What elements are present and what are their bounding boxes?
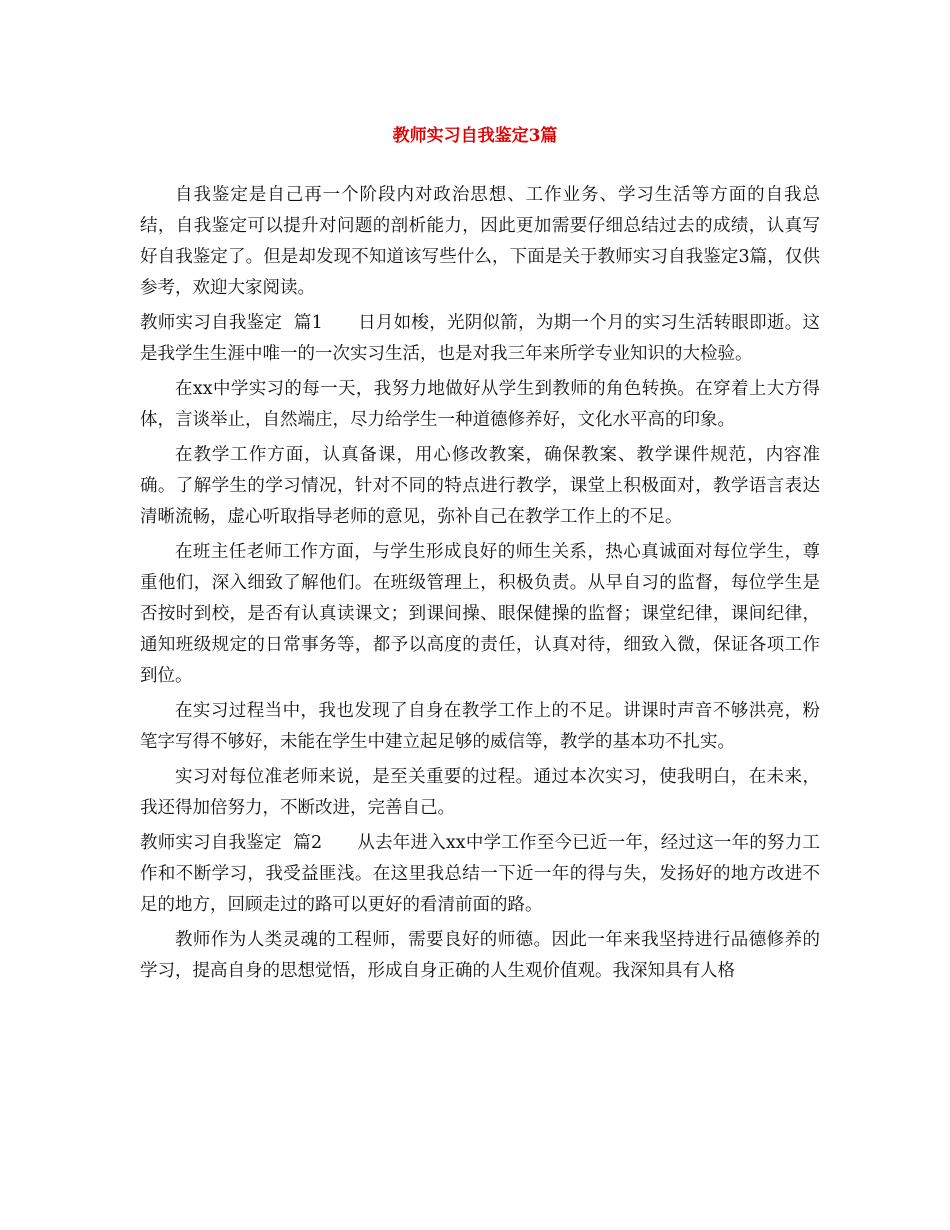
section2-opening [140,828,820,921]
section1-paragraph: 在教学工作方面，认真备课，用心修改教案，确保教案、教学课件规范，内容准确。了解学生的学习情况，针对不同的特点进行教学，课堂上积极面对，教学语言表达清晰流畅，虚心听取指导老师的意见，弥补自己在教学工作上的不足。 [140,445,820,527]
section1-paragraph: 实习对每位准老师来说，是至关重要的过程。通过本次实习，使我明白，在未来，我还得加倍努力，不断改进，完善自己。 [140,767,820,818]
intro-paragraph: 自我鉴定是自己再一个阶段内对政治思想、工作业务、学习生活等方面的自我总结，自我鉴定可以提升对问题的剖析能力，因此更加需要仔细总结过去的成绩，认真写好自我鉴定了。但是却发现不知道该写些什么，下面是关于教师实习自我鉴定3篇，仅供参考，欢迎大家阅读。 [140,185,820,298]
section1-paragraph: 在xx中学实习的每一天，我努力地做好从学生到教师的角色转换。在穿着上大方得体，言谈举止，自然端庄，尽力给学生一种道德修养好，文化水平高的印象。 [140,379,820,430]
section1-heading: 教师实习自我鉴定 篇1 [140,313,323,333]
section-gap [323,313,358,333]
document-title: 教师实习自我鉴定3篇 [392,126,558,146]
section1-paragraph: 在班主任老师工作方面，与学生形成良好的师生关系，热心真诚面对每位学生，尊重他们，深入细致了解他们。在班级管理上，积极负责。从早自习的监督，每位学生是否按时到校，是否有认真读课文；到课间操、眼保健操的监督；课堂纪律，课间纪律，通知班级规定的日常事务等，都予以高度的责任，认真对待，细致入微，保证各项工作到位。 [140,542,820,686]
section1-first-text: 日月如梭，光阴似箭，为期一个月的实习生活转眼即逝。这是我学生生涯中唯一的一次实习生活，也是对我三年来所学专业知识的大检验。 [140,313,821,364]
section1-paragraph: 在实习过程当中，我也发现了自身在教学工作上的不足。讲课时声音不够洪亮，粉笔字写得不够好，未能在学生中建立起足够的威信等，教学的基本功不扎实。 [140,701,820,752]
section2-paragraph: 教师作为人类灵魂的工程师，需要良好的师德。因此一年来我坚持进行品德修养的学习，提高自身的思想觉悟，形成自身正确的人生观价值观。我深知具有人格 [140,930,820,981]
section-gap [322,833,357,853]
section1-opening [140,308,820,370]
document-body [140,180,820,991]
section2-first-text: 从去年进入xx中学工作至今已近一年，经过这一年的努力工作和不断学习，我受益匪浅。在这里我总结一下近一年的得与失，发扬好的地方改进不足的地方，回顾走过的路可以更好的看清前面的路。 [140,833,820,915]
section2-heading: 教师实习自我鉴定 篇2 [140,833,323,853]
